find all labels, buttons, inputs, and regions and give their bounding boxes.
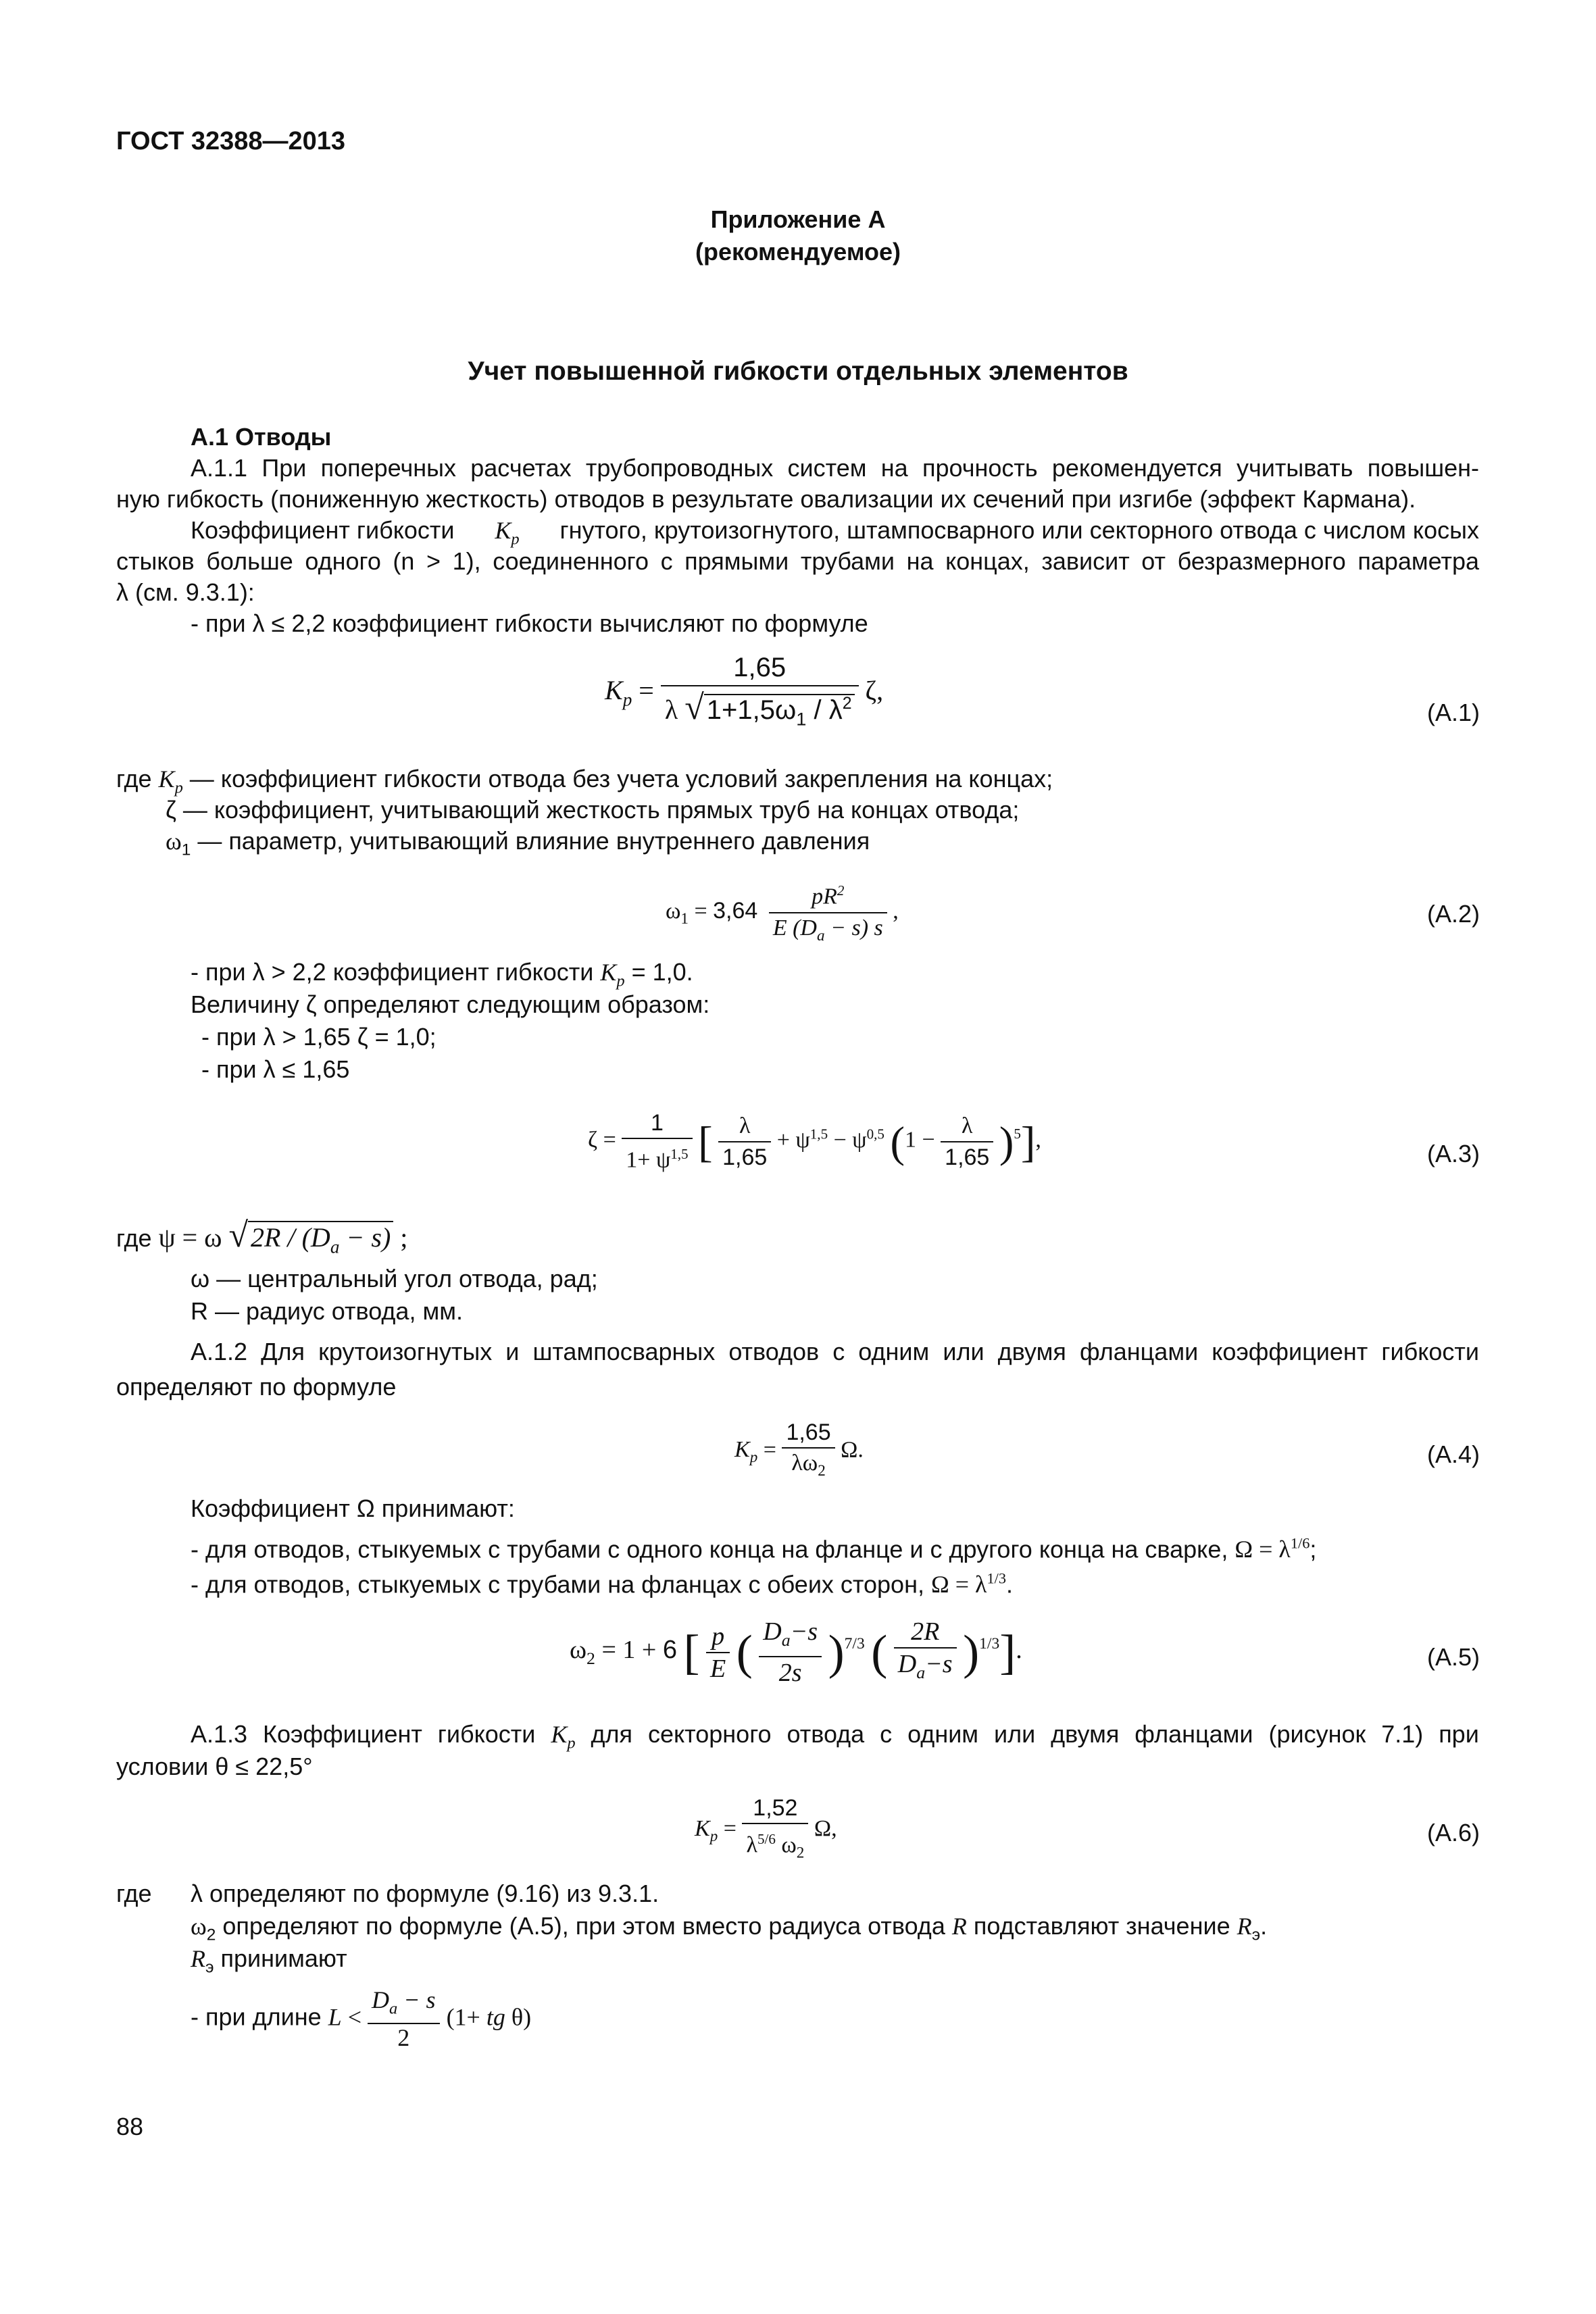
psi-definition: где ψ = ω √ $2R / (D_a - s)$ ; (116, 1216, 408, 1257)
fraction: $\frac{1}{1+ \psi^{1,5}}$ (622, 1108, 692, 1176)
appendix-status: (рекомендуемое) (695, 238, 901, 266)
a1-paragraph-line: ную гибкость (пониженную жесткость) отводов в результате овализации их сечений при изгибе (эффект Кармана). (116, 485, 1416, 513)
formula-a3: ζ = $\frac{1}{1+ \psi^{1,5}}$ [ $\frac{\lambda}{1,65}$ + $\psi^{1,5} - \psi^{0,5}$ (1 − $\frac{\lambda}{1,65}$ )$^5$], (588, 1108, 1041, 1176)
condition-line: - при λ > 1,65 ζ = 1,0; (201, 1023, 437, 1051)
equation-number: (А.5) (1426, 1643, 1480, 1671)
where-omega: ω — центральный угол отвода, рад; (191, 1265, 598, 1292)
a1-heading: А.1 Отводы (191, 423, 332, 451)
condition-line: - при λ ≤ 1,65 (201, 1055, 350, 1083)
fraction: $\frac{1,65}{\lambda √ 1+1,5\omega_1 / \lambda^2}$ (661, 650, 859, 736)
equation-number: (А.3) (1426, 1140, 1480, 1167)
equation-number: (А.1) (1426, 699, 1480, 726)
a1-paragraph-line: А.1.1 При поперечных расчетах трубопроводных систем на прочность рекомендуется учитывать повышен- (191, 454, 1479, 482)
where-omega2: $\omega_2$ определяют по формуле (А.5), при этом вместо радиуса отвода R подставляют значение $R_э$. (191, 1912, 1268, 1944)
section-title: Учет повышенной гибкости отдельных элементов (468, 357, 1128, 386)
where-r: R — радиус отвода, мм. (191, 1297, 463, 1325)
omega-coef-line: - для отводов, стыкуемых с трубами с одного конца на фланце и с другого конца на сварке, $\Omega = \lambda^{1/6}$; (191, 1535, 1317, 1563)
condition-line: - при λ > 2,2 коэффициент гибкости $K_p = 1,0$. (191, 958, 693, 990)
a1-paragraph-line: стыков больше одного (n > 1), соединенного с прямыми трубами на концах, зависит от безразмерного параметра (116, 547, 1479, 575)
a13-paragraph-line: условии θ ≤ 22,5° (116, 1753, 313, 1780)
fraction: $\frac{2R}{D_a-s}$ (894, 1616, 957, 1688)
where-re: $R_э$ принимают (191, 1944, 347, 1977)
a1-condition: - при λ ≤ 2,2 коэффициент гибкости вычисляют по формуле (191, 609, 868, 637)
a13-paragraph-line: А.1.3 Коэффициент гибкости $K_p$ для секторного отвода с одним или двумя фланцами (рисунок 7.1) при (191, 1720, 1479, 1753)
sqrt-body: $1+1,5\omega_1 / \lambda^2$ (704, 694, 855, 725)
condition-line: Величину ζ определяют следующим образом: (191, 990, 710, 1018)
fraction: $\frac{pR^2}{E (D_a - s) s}$ (769, 876, 887, 951)
a12-paragraph-line: определяют по формуле (116, 1373, 397, 1401)
length-condition: - при длине L < $\frac{D_a - s}{2}$ (1+ tg θ) (191, 1986, 532, 2051)
standard-header: ГОСТ 32388—2013 (116, 127, 346, 155)
kp-symbol: $K_p$ (495, 517, 520, 549)
where-omega1: $\omega_1$ — параметр, учитывающий влияние внутреннего давления (166, 827, 870, 859)
a1-paragraph-line: λ (см. 9.3.1): (116, 578, 255, 606)
equation-number: (А.2) (1426, 900, 1480, 928)
formula-a2: $\omega_1 = 3,64$ $\frac{pR^2}{E (D_a - s) s}$ , (666, 876, 899, 951)
fraction: $\frac{1,65}{\lambda\omega_2}$ (782, 1417, 834, 1486)
equation-number: (А.6) (1426, 1819, 1480, 1846)
equation-number: (А.4) (1426, 1440, 1480, 1468)
where-lambda: λ определяют по формуле (9.16) из 9.3.1. (191, 1880, 659, 1907)
fraction: $\frac{\lambda}{1,65}$ (718, 1111, 771, 1172)
fraction: $\frac{\lambda}{1,65}$ (941, 1111, 993, 1172)
kp-coef-intro: Коэффициент гибкости (191, 516, 455, 544)
formula-a6: $K_p$ = $\frac{1,52}{\lambda^{5/6} \omega_2}$ Ω, (695, 1793, 837, 1868)
formula-a4: $K_p$ = $\frac{1,65}{\lambda\omega_2}$ Ω. (734, 1417, 864, 1486)
omega-coef-line: - для отводов, стыкуемых с трубами на фланцах с обеих сторон, $\Omega = \lambda^{1/3}$. (191, 1570, 1014, 1599)
formula-a5: $\omega_2 = 1 + 6$ [ $\frac{p}{E}$ ( $\frac{D_a-s}{2s}$ )$^{7/3}$ ( $\frac{2R}{D_a-s}$ )$^{1/3}$]. (570, 1617, 1022, 1688)
fraction: $\frac{p}{E}$ (706, 1621, 730, 1684)
fraction: $\frac{D_a-s}{2s}$ (759, 1616, 822, 1688)
page-number: 88 (116, 2113, 144, 2140)
appendix-title: Приложение А (710, 205, 886, 233)
fraction: $\frac{D_a - s}{2}$ (368, 1986, 440, 2051)
a12-paragraph-line: А.1.2 Для крутоизогнутых и штампосварных отводов с одним или двумя фланцами коэффициент гибкости (191, 1338, 1479, 1365)
where-zeta: ζ — коэффициент, учитывающий жесткость прямых труб на концах отвода; (166, 796, 1020, 824)
where-kp: где $K_p$ — коэффициент гибкости отвода без учета условий закрепления на концах; (116, 765, 1053, 797)
formula-a1: $K_p$ = $\frac{1,65}{\lambda √ 1+1,5\omega_1 / \lambda^2}$ ζ, (605, 650, 883, 736)
omega-coef-line: Коэффициент Ω принимают: (191, 1494, 515, 1522)
kp-coef-rest: гнутого, крутоизогнутого, штампосварного или секторного отвода с числом косых (559, 516, 1479, 544)
where-label: где (116, 1880, 152, 1907)
fraction: $\frac{1,52}{\lambda^{5/6} \omega_2}$ (742, 1793, 808, 1868)
